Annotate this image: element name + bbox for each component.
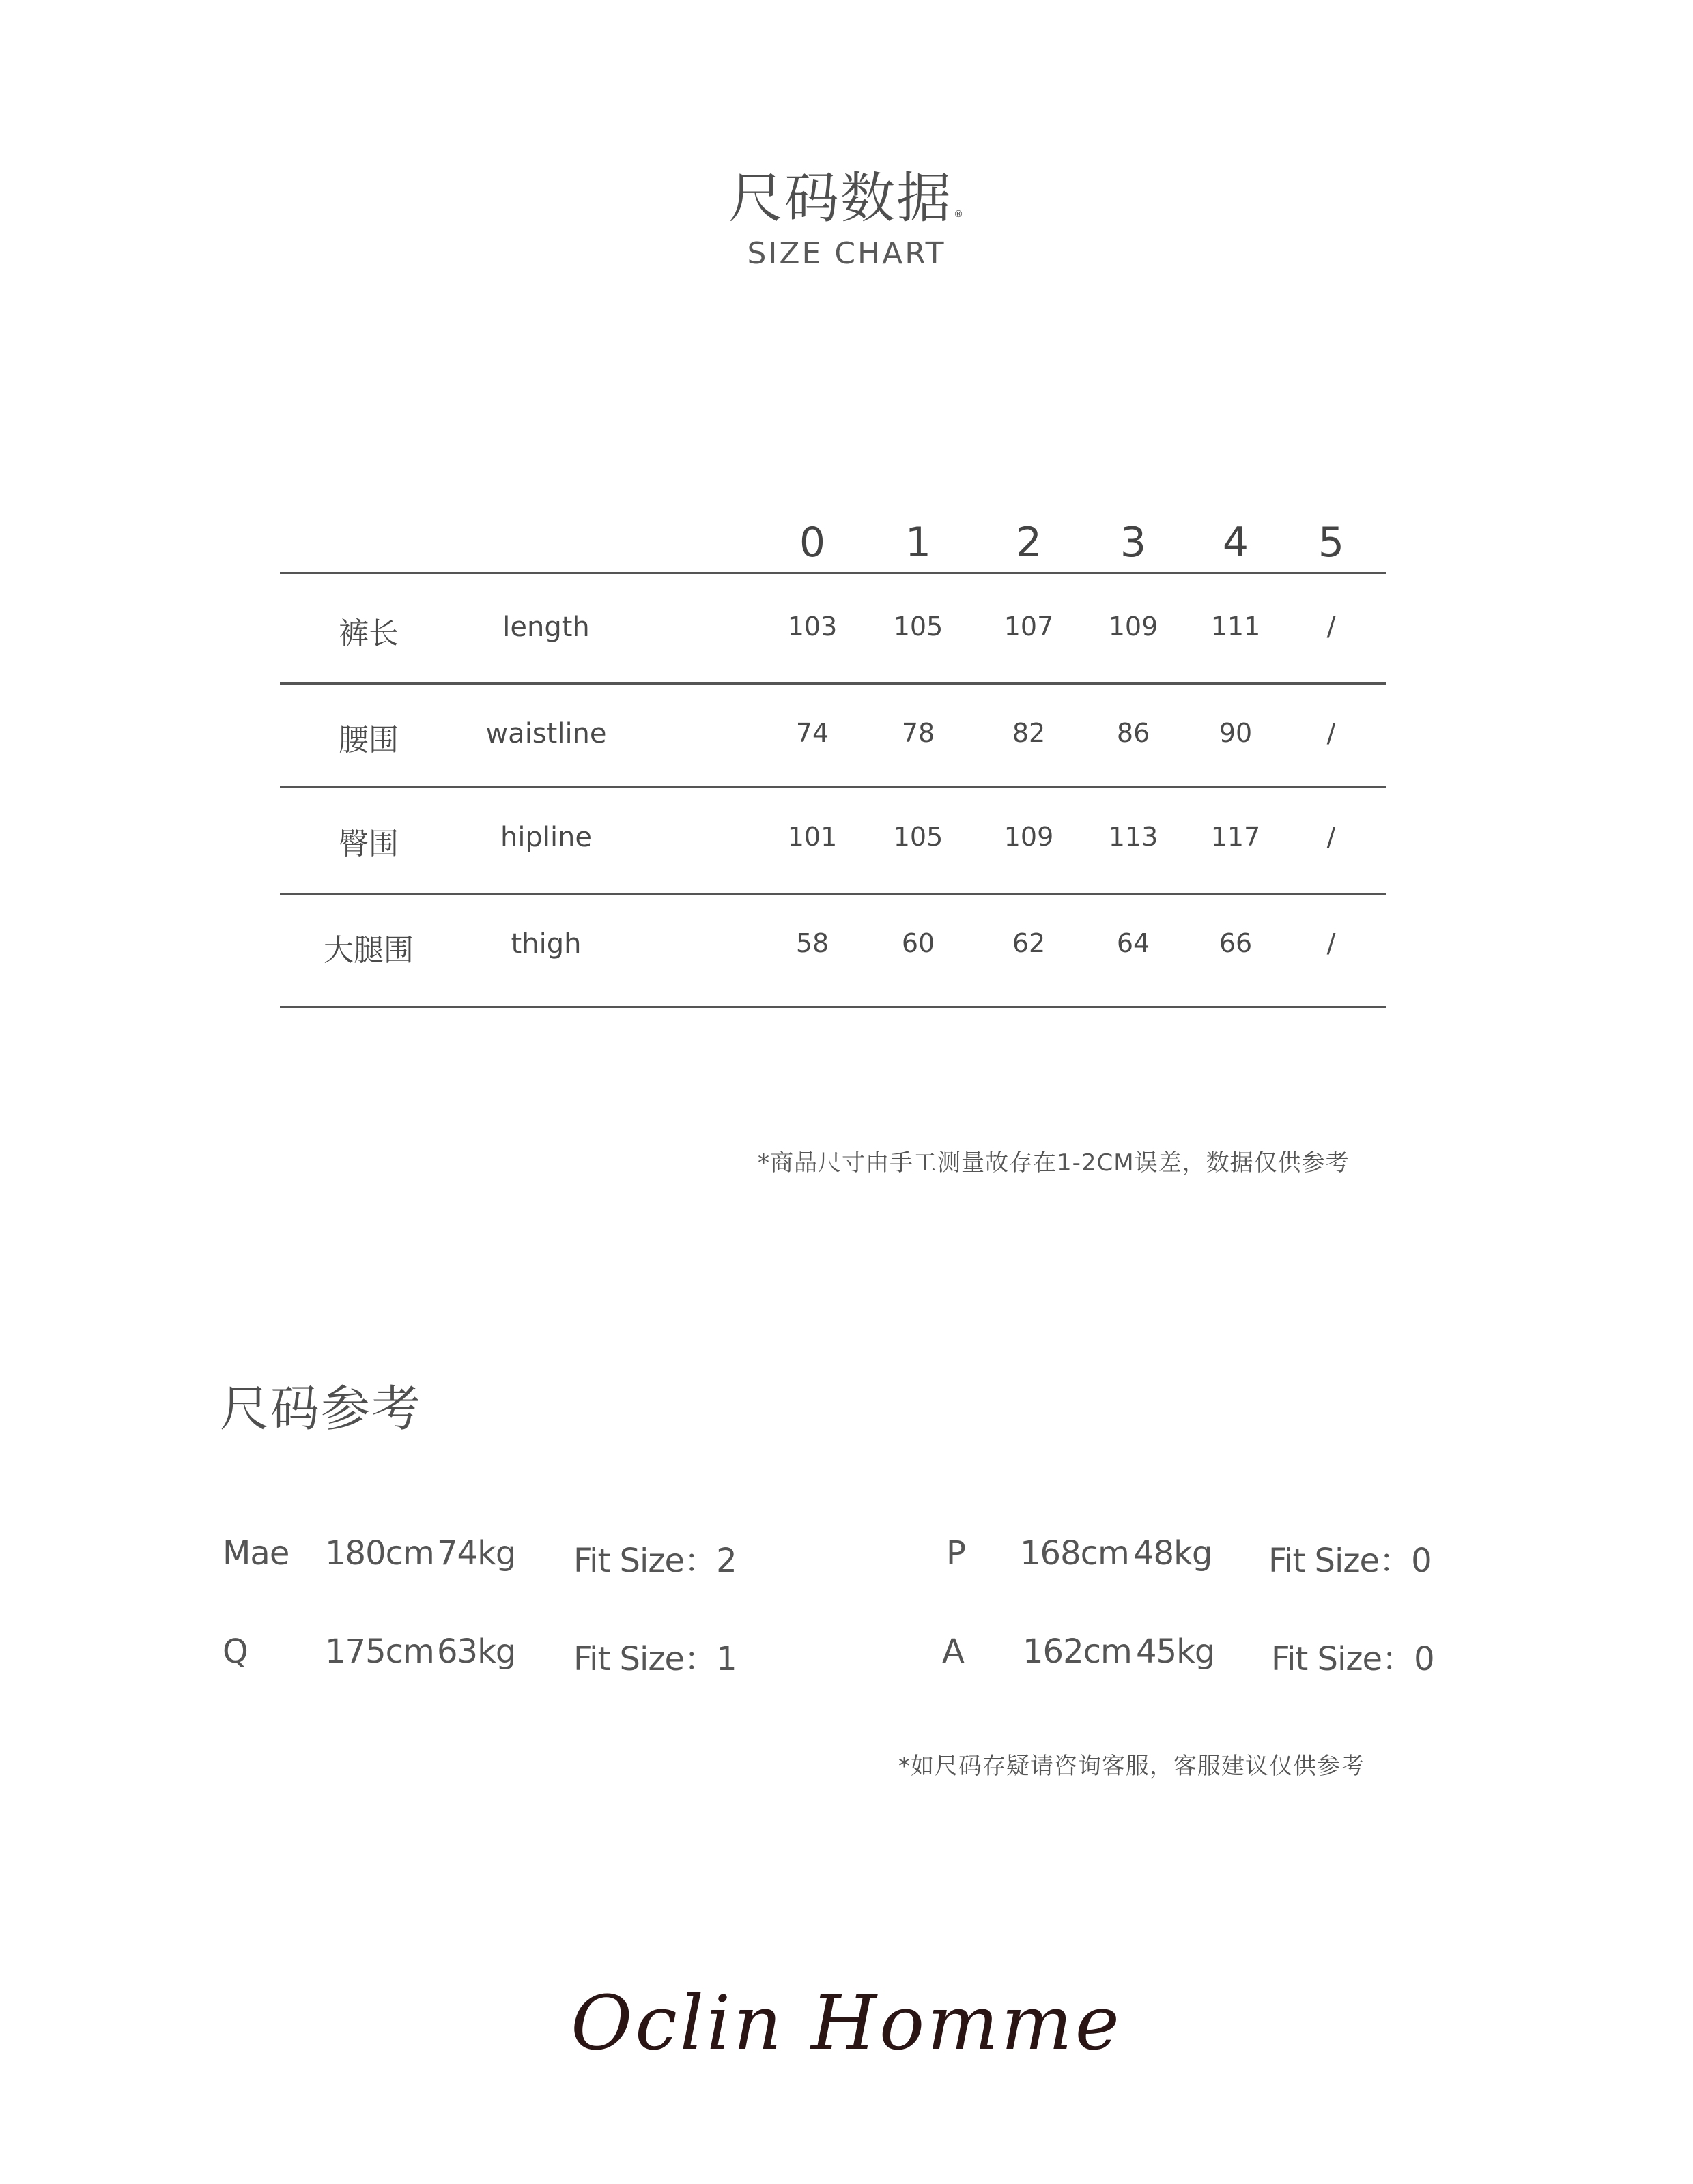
fit-size-label: Fit Size： [1271,1640,1414,1678]
row-label-en: length [502,612,590,643]
table-cell: / [1326,718,1336,748]
table-cell: 109 [1108,612,1158,642]
row-label-cn: 裤长 [339,616,399,651]
table-cell: 105 [893,822,943,852]
size-header-0: 0 [799,519,826,566]
model-name: Q [223,1633,248,1671]
model-fit [573,1633,737,1680]
model-weight: 63kg [437,1633,516,1671]
table-cell: 109 [1004,822,1054,852]
table-cell: 107 [1004,612,1054,642]
model-weight: 48kg [1133,1534,1212,1572]
fit-size-value: 1 [716,1640,737,1678]
model-height: 175cm [325,1633,434,1671]
size-reference-title: 尺码参考 [220,1380,423,1437]
fit-size-label: Fit Size： [1268,1542,1412,1580]
table-cell: / [1326,928,1336,958]
row-label-cn: 腰围 [339,723,399,758]
table-divider [280,1006,1386,1008]
model-height: 162cm [1023,1633,1132,1671]
model-height: 180cm [325,1534,434,1572]
table-row [280,891,1386,994]
model-name: A [942,1633,964,1671]
table-cell: 64 [1116,928,1150,958]
size-header-5: 5 [1318,519,1345,566]
table-cell: 90 [1219,718,1253,748]
size-header-4: 4 [1222,519,1249,566]
table-cell: 101 [787,822,838,852]
model-fit [573,1534,737,1581]
table-divider [280,572,1386,574]
page-subtitle: SIZE CHART [747,236,946,271]
model-weight: 45kg [1136,1633,1215,1671]
table-cell: 113 [1108,822,1158,852]
fit-size-label: Fit Size： [573,1640,717,1678]
table-cell: 66 [1219,928,1253,958]
table-cell: 117 [1210,822,1261,852]
table-row [280,681,1386,784]
size-header-3: 3 [1120,519,1147,566]
fit-size-value: 2 [716,1542,737,1580]
model-weight: 74kg [437,1534,516,1572]
page-title-text: 尺码数据 [728,167,952,230]
model-name: Mae [223,1534,289,1572]
table-cell: 105 [893,612,943,642]
measurement-note: *商品尺寸由手工测量故存在1-2CM误差，数据仅供参考 [758,1149,1350,1177]
model-height: 168cm [1020,1534,1129,1572]
table-cell: 103 [787,612,838,642]
row-label-en: hipline [500,822,593,853]
table-cell: 78 [901,718,935,748]
row-label-en: waistline [485,718,607,749]
row-label-cn: 臀围 [339,827,399,861]
table-cell: 62 [1012,928,1046,958]
table-cell: 111 [1210,612,1261,642]
model-fit [1268,1534,1432,1581]
row-label-cn: 大腿围 [324,933,414,968]
fit-size-value: 0 [1414,1640,1434,1678]
model-fit [1271,1633,1434,1680]
size-header-1: 1 [905,519,932,566]
table-row [280,575,1386,677]
size-header-2: 2 [1015,519,1042,566]
table-cell: / [1326,612,1336,642]
brand-logo: Oclin Homme [571,1979,1122,2067]
fit-size-value: 0 [1411,1542,1432,1580]
model-name: P [946,1534,965,1572]
registered-mark: ® [954,209,965,220]
page-title [0,154,1693,233]
table-row [280,785,1386,887]
table-cell: 86 [1116,718,1150,748]
table-cell: 82 [1012,718,1046,748]
row-label-en: thigh [511,928,582,960]
table-cell: 58 [795,928,829,958]
table-cell: 74 [795,718,829,748]
service-note: *如尺码存疑请咨询客服，客服建议仅供参考 [898,1753,1365,1780]
table-cell: 60 [901,928,935,958]
fit-size-label: Fit Size： [573,1542,717,1580]
table-cell: / [1326,822,1336,852]
